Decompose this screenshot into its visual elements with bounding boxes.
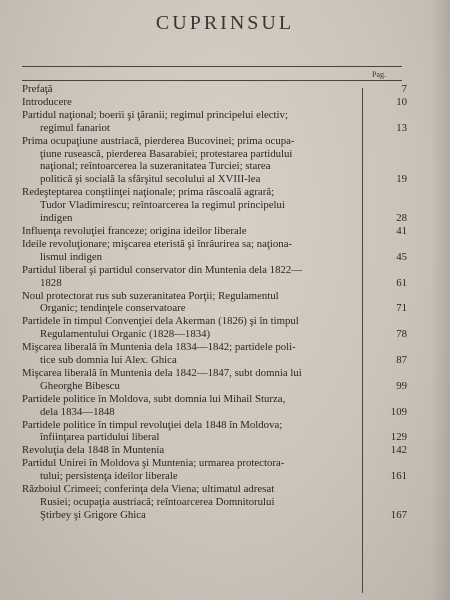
toc-entry-text: înfiinţarea partidului liberal xyxy=(40,431,160,444)
header-rule xyxy=(22,80,402,81)
toc-entry xyxy=(22,109,407,135)
toc-entry xyxy=(22,135,407,187)
toc-entry-text: indigen xyxy=(40,212,73,225)
toc-page-number: 41 xyxy=(396,224,407,237)
page-title: CUPRINSUL xyxy=(155,12,295,34)
toc-entry xyxy=(22,96,407,109)
toc-entry-text: Tudor Vladimirescu; reîntoarcerea la regimul principelui xyxy=(40,199,285,212)
toc-entry xyxy=(22,315,407,341)
toc-entry-text: tice sub domnia lui Alex. Ghica xyxy=(40,354,177,367)
toc-page-number: 13 xyxy=(396,121,407,134)
toc-page-number: 45 xyxy=(396,250,407,263)
toc-entry xyxy=(22,264,407,290)
toc-entry-text: Introducere xyxy=(22,95,72,108)
toc-entry-text: tului; persistenţa ideilor liberale xyxy=(40,470,178,483)
toc-entry-text: Gheorghe Bibescu xyxy=(40,379,120,392)
toc-page-number: 19 xyxy=(396,173,407,186)
toc-entry xyxy=(22,83,407,96)
toc-entry-text: Regulamentului Organic (1828—1834) xyxy=(40,328,211,341)
toc-entry-text: 1828 xyxy=(40,276,62,289)
toc-entry-text: Ştirbey şi Grigore Ghica xyxy=(40,508,146,521)
toc-page-number: 167 xyxy=(390,508,407,521)
toc-entry xyxy=(22,367,407,393)
toc-entry xyxy=(22,419,407,445)
toc-entry-text: Revoluţia dela 1848 în Muntenia xyxy=(22,444,165,457)
toc-page-number: 161 xyxy=(390,470,407,483)
toc-page-number: 28 xyxy=(396,212,407,225)
toc-entry-text: regimul fanariot xyxy=(40,121,110,134)
toc-page-number: 61 xyxy=(396,276,407,289)
table-of-contents xyxy=(22,83,407,522)
toc-entry-text: Partidul naţional; boerii şi ţăranii; regimul principelui electiv; xyxy=(22,108,288,121)
toc-entry-text: dela 1834—1848 xyxy=(40,405,115,418)
toc-entry-text: Partidele în timpul Convenţiei dela Akerman (1826) şi în timpul xyxy=(22,315,299,328)
toc-entry-text: Partidele politice în Moldova, subt domnia lui Mihail Sturza, xyxy=(22,392,286,405)
toc-entry-text: Războiul Crimeei; conferinţa dela Viena; ultimatul adresat xyxy=(22,483,275,496)
toc-entry-text: Rusiei; ocupaţia austriacă; reîntoarcerea Domnitorului xyxy=(40,496,275,508)
toc-entry xyxy=(22,457,407,483)
toc-page-number: 10 xyxy=(396,95,407,108)
toc-entry-text: Noul protectorat rus sub suzeranitatea Porţii; Regulamentul xyxy=(22,289,279,302)
toc-page-number: 109 xyxy=(390,405,407,418)
toc-entry-text: Prima ocupaţiune austriacă, pierderea Bucovinei; prima ocupa- xyxy=(22,134,295,147)
toc-entry xyxy=(22,225,407,238)
toc-entry-text: ţiune rusească, pierderea Basarabiei; protestarea partidului xyxy=(40,147,293,160)
page-edge-shadow xyxy=(430,0,450,600)
toc-entry-text: Mişcarea liberală în Muntenia dela 1842—1847, subt domnia lui xyxy=(22,366,302,379)
top-rule xyxy=(22,66,402,67)
toc-entry-text: Prefaţă xyxy=(22,83,53,95)
toc-page-number: 129 xyxy=(390,431,407,444)
toc-entry xyxy=(22,290,407,316)
toc-entry-text: Ideile revoluţionare; mişcarea eteristă şi înrâurirea sa; naţiona- xyxy=(22,237,293,250)
toc-page-number: 87 xyxy=(396,354,407,367)
toc-entry-text: politică şi socială la sfârşitul secolului al XVIII-lea xyxy=(40,173,261,186)
toc-page-number: 142 xyxy=(390,444,407,457)
toc-entry-text: Partidul Unirei în Moldova şi Muntenia; urmarea protectora- xyxy=(22,457,285,470)
toc-entry xyxy=(22,393,407,419)
page-column-header: Pag. xyxy=(372,70,386,79)
toc-page-number: 71 xyxy=(396,302,407,315)
toc-entry xyxy=(22,444,407,457)
toc-page-number: 99 xyxy=(396,379,407,392)
toc-entry xyxy=(22,238,407,264)
toc-entry-text: Mişcarea liberală în Muntenia dela 1834—1842; partidele poli- xyxy=(22,341,296,354)
toc-page-number: 78 xyxy=(396,328,407,341)
toc-entry xyxy=(22,483,407,522)
toc-entry-text: lismul indigen xyxy=(40,250,103,263)
toc-page-number: 7 xyxy=(401,83,407,95)
toc-entry-text: naţional; reîntoarcerea la suzeranitatea Turciei; starea xyxy=(40,160,271,173)
toc-entry-text: Partidul liberal şi partidul conservator din Muntenia dela 1822— xyxy=(22,263,303,276)
toc-entry-text: Redeşteptarea conştiinţei naţionale; prima răscoală agrară; xyxy=(22,186,275,199)
toc-entry xyxy=(22,186,407,225)
toc-entry-text: Partidele politice în timpul revoluţiei dela 1848 în Moldova; xyxy=(22,418,283,431)
toc-entry xyxy=(22,341,407,367)
toc-entry-text: Organic; tendinţele conservatoare xyxy=(40,302,186,315)
toc-entry-text: Influenţa revoluţiei franceze; origina ideilor liberale xyxy=(22,224,247,237)
